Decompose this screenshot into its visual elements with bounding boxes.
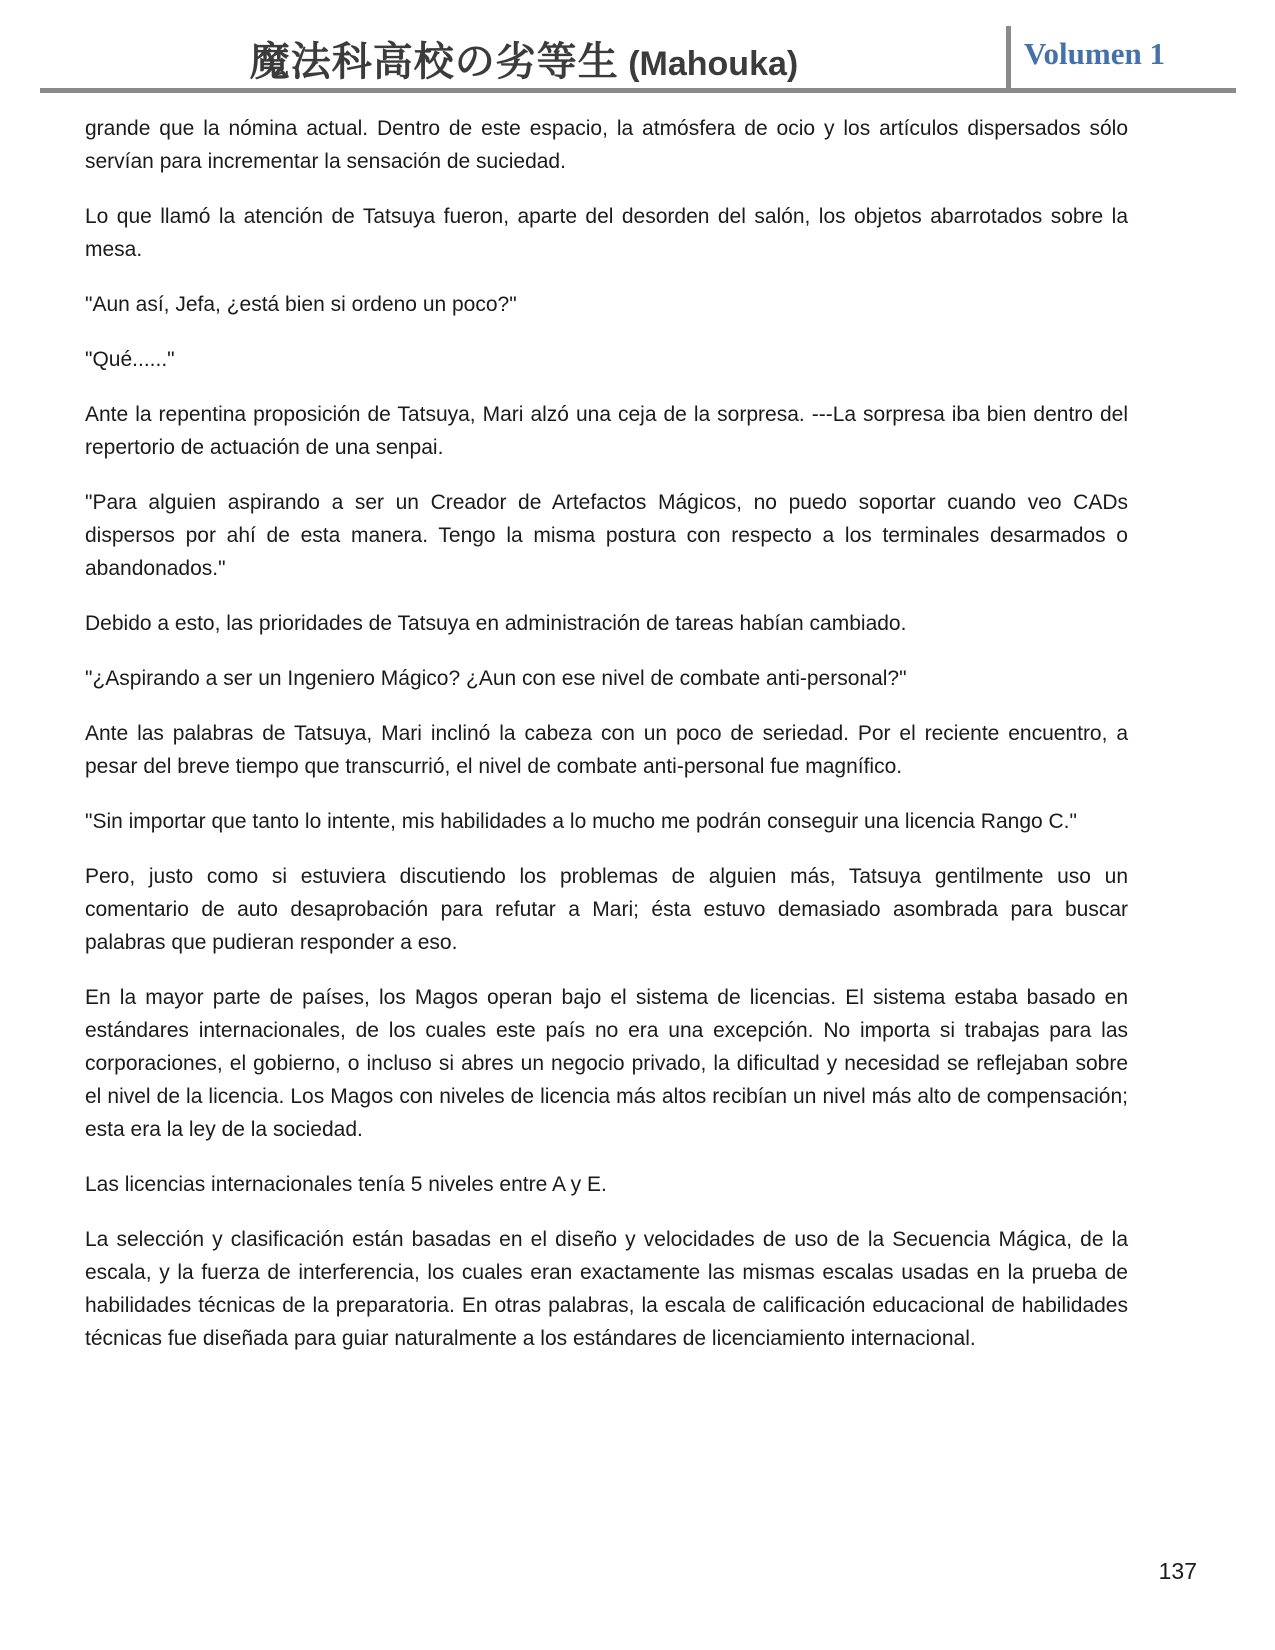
paragraph: En la mayor parte de países, los Magos operan bajo el sistema de licencias. El sistema estaba basado en estándares internacionales, de los cuales este país no era una excepción. No importa si trabajas para las corporaciones, el gobierno, o incluso si abres un negocio privado, la dificultad y necesidad se reflejaban sobre el nivel de la licencia. Los Magos con niveles de licencia más altos recibían un nivel más alto de compensación; esta era la ley de la sociedad. <box>85 986 1128 1141</box>
paragraph: Pero, justo como si estuviera discutiendo los problemas de alguien más, Tatsuya gentilmente uso un comentario de auto desaprobación para refutar a Mari; ésta estuvo demasiado asombrada para buscar palabras que pudieran responder a eso. <box>85 865 1128 954</box>
page-header <box>40 0 1236 92</box>
header-rule <box>40 88 1236 93</box>
paragraph: "Aun así, Jefa, ¿está bien si ordeno un poco?" <box>85 293 517 316</box>
header-vertical-divider <box>1006 26 1011 92</box>
paragraph: Lo que llamó la atención de Tatsuya fueron, aparte del desorden del salón, los objetos abarrotados sobre la mesa. <box>85 205 1128 261</box>
paragraph: "Qué......" <box>85 348 175 371</box>
paragraph: La selección y clasificación están basadas en el diseño y velocidades de uso de la Secuencia Mágica, de la escala, y la fuerza de interferencia, los cuales eran exactamente las mismas escalas usadas en la prueba de habilidades técnicas de la preparatoria. En otras palabras, la escala de calificación educacional de habilidades técnicas fue diseñada para guiar naturalmente a los estándares de licenciamiento internacional. <box>85 1228 1128 1350</box>
volume-label: Volumen 1 <box>1024 36 1165 71</box>
body-text <box>85 112 1128 1377</box>
page-number: 137 <box>1158 1558 1197 1584</box>
paragraph: "Para alguien aspirando a ser un Creador de Artefactos Mágicos, no puedo soportar cuando veo CADs dispersos por ahí de esta manera. Tengo la misma postura con respecto a los terminales desarmados o abandonados." <box>85 491 1128 580</box>
title-romaji: (Mahouka) <box>618 45 799 83</box>
paragraph: Ante las palabras de Tatsuya, Mari inclinó la cabeza con un poco de seriedad. Por el reciente encuentro, a pesar del breve tiempo que transcurrió, el nivel de combate anti-personal fue magnífico. <box>85 722 1128 778</box>
paragraph: Ante la repentina proposición de Tatsuya, Mari alzó una ceja de la sorpresa. ---La sorpresa iba bien dentro del repertorio de actuación de una senpai. <box>85 403 1128 459</box>
paragraph: grande que la nómina actual. Dentro de este espacio, la atmósfera de ocio y los artículos dispersados sólo servían para incrementar la sensación de suciedad. <box>85 117 1128 173</box>
paragraph: "¿Aspirando a ser un Ingeniero Mágico? ¿Aun con ese nivel de combate anti-personal?" <box>85 667 907 690</box>
paragraph: Debido a esto, las prioridades de Tatsuya en administración de tareas habían cambiado. <box>85 612 907 635</box>
title-japanese: 魔法科高校の劣等生 <box>249 39 619 84</box>
paragraph: "Sin importar que tanto lo intente, mis habilidades a lo mucho me podrán conseguir una licencia Rango C." <box>85 810 1077 833</box>
paragraph: Las licencias internacionales tenía 5 niveles entre A y E. <box>85 1173 607 1196</box>
page-title <box>40 30 1008 87</box>
